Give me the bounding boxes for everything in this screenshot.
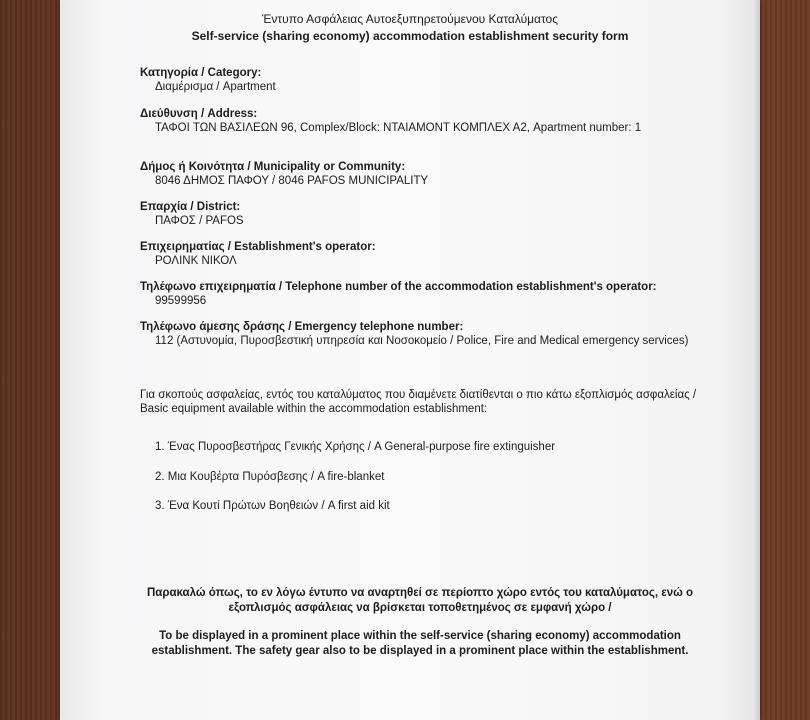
field-address-value: ΤΑΦΟΙ ΤΩΝ ΒΑΣΙΛΕΩΝ 96, Complex/Block: ΝΤΑΙΑΜΟΝΤ ΚΟΜΠΛΕΧ Α2, Apartment number: 1	[155, 122, 642, 134]
equipment-item-first-aid-kit: 3. Ένα Κουτί Πρώτων Βοηθειών / A first aid kit	[155, 500, 390, 512]
equipment-item-fire-blanket: 2. Μια Κουβέρτα Πυρόσβεσης / A fire-blanket	[155, 471, 385, 483]
field-emergency-telephone-value: 112 (Αστυνομία, Πυροσβεστική υπηρεσία και Νοσοκομείο / Police, Fire and Medical emergency services)	[155, 335, 689, 347]
field-district-value: ΠΑΦΟΣ / PAFOS	[155, 215, 244, 227]
field-operator-label: Επιχειρηματίας / Establishment's operator:	[140, 241, 376, 253]
field-emergency-telephone-label: Τηλέφωνο άμεσης δράσης / Emergency telephone number:	[140, 321, 464, 333]
field-category	[140, 66, 700, 94]
notice-english: To be displayed in a prominent place within the self-service (sharing economy) accommodation establishment. The safety gear also to be displayed in a prominent place within the establishment.	[151, 630, 689, 657]
field-address-label: Διεύθυνση / Address:	[140, 108, 258, 120]
field-municipality-label: Δήμος ή Κοινότητα / Municipality or Community:	[140, 161, 406, 173]
field-municipality-value: 8046 ΔΗΜΟΣ ΠΑΦΟΥ / 8046 PAFOS MUNICIPALITY	[155, 175, 429, 187]
title-greek: Έντυπο Ασφάλειας Αυτοεξυπηρετούμενου Καταλύματος	[261, 12, 559, 26]
field-district	[140, 200, 700, 228]
field-operator-telephone-value: 99599956	[155, 295, 207, 307]
field-operator-telephone-label: Τηλέφωνο επιχειρηματία / Telephone number of the accommodation establishment's operator:	[140, 281, 657, 293]
field-operator-telephone	[140, 280, 700, 308]
plastic-sleeve-edge	[754, 0, 760, 720]
field-category-value: Διαμέρισμα / Apartment	[155, 81, 276, 93]
field-municipality	[140, 160, 700, 188]
equipment-item-fire-extinguisher: 1. Ένας Πυροσβεστήρας Γενικής Χρήσης / A General-purpose fire extinguisher	[155, 441, 556, 453]
field-district-label: Επαρχία / District:	[140, 201, 241, 213]
field-operator-value: ΡΟΛΙΝΚ ΝΙΚΟΛ	[155, 255, 237, 267]
field-category-label: Κατηγορία / Category:	[140, 67, 262, 79]
field-emergency-telephone	[140, 320, 700, 348]
equipment-intro: Για σκοπούς ασφαλείας, εντός του καταλύματος που διαμένετε διατίθενται ο πιο κάτω εξοπλισμός ασφαλείας / Basic equipment available within the accommodation establishment:	[140, 389, 697, 415]
field-address	[140, 107, 700, 135]
paper-sheet	[60, 0, 760, 720]
notice-greek: Παρακαλώ όπως, το εν λόγω έντυπο να αναρτηθεί σε περίοπτο χώρο εντός του καταλύματος, ενώ ο εξοπλισμός ασφάλειας να βρίσκεται τοποθετημένος σε εμφανή χώρο /	[146, 587, 694, 614]
field-operator	[140, 240, 700, 268]
title-english: Self-service (sharing economy) accommodation establishment security form	[191, 29, 629, 43]
